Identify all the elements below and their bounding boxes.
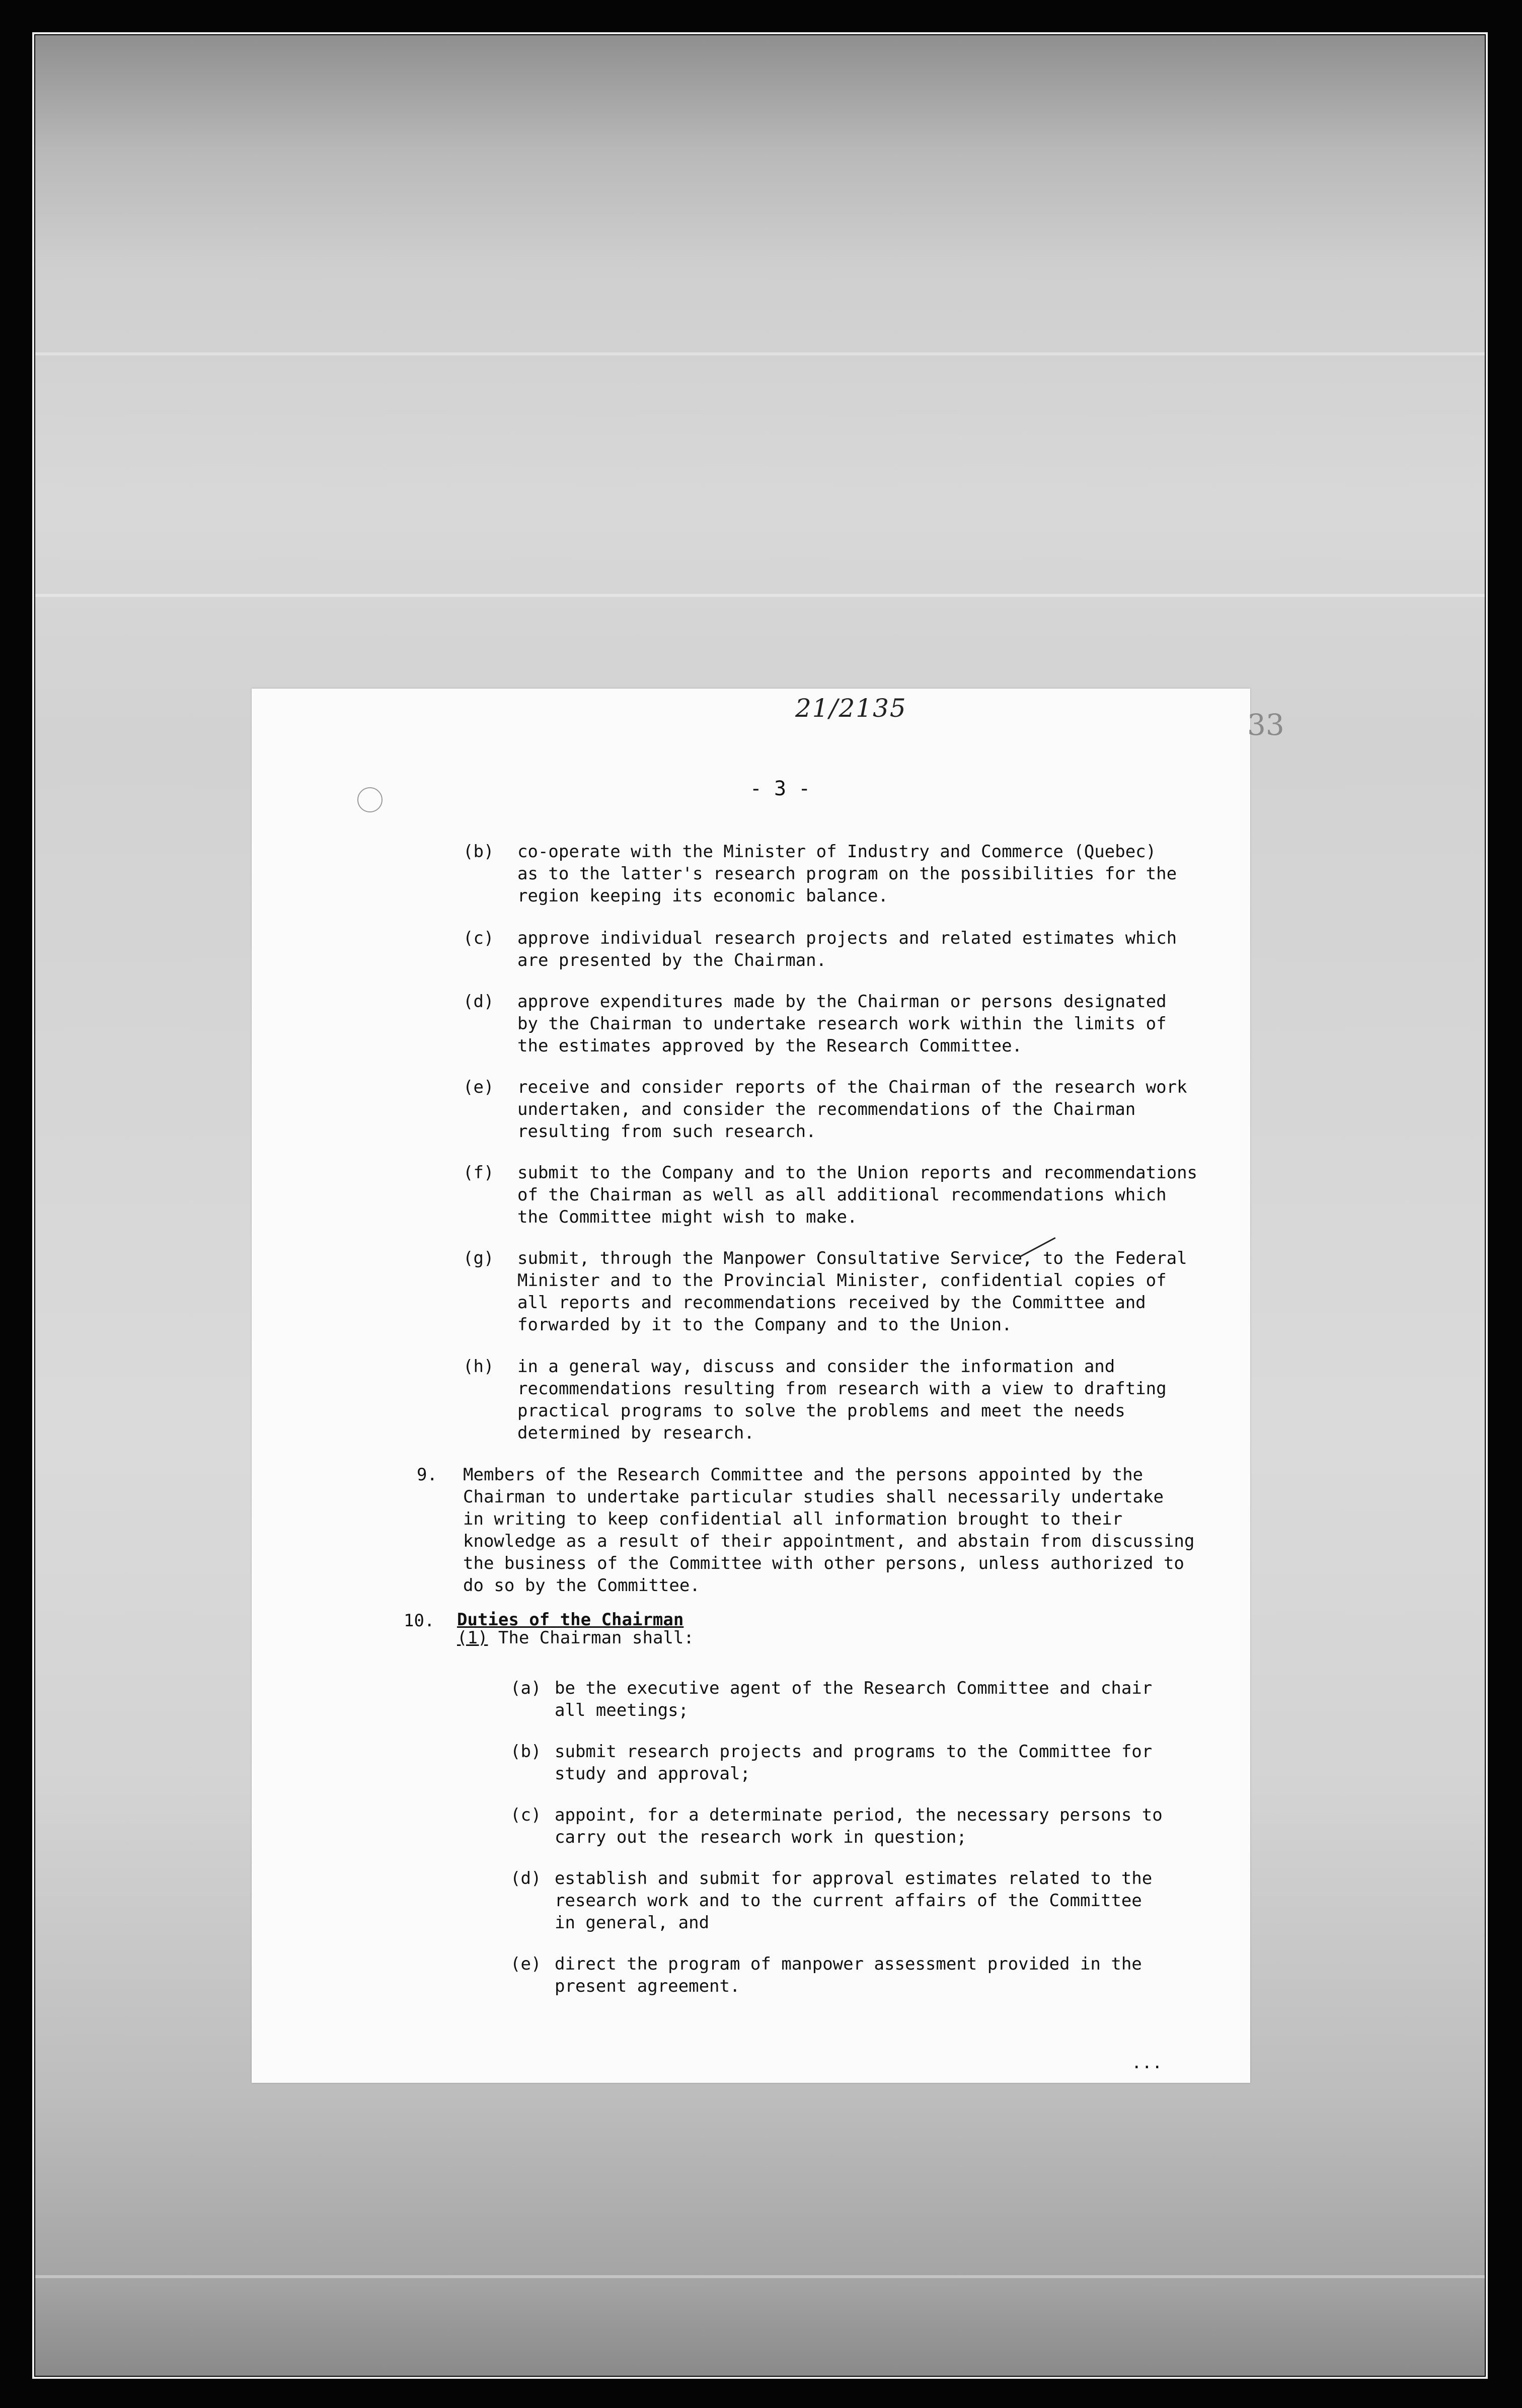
clause-label: (e) bbox=[463, 1077, 494, 1097]
duty-label: (b) bbox=[510, 1742, 542, 1762]
section-heading: Duties of the Chairman bbox=[457, 1610, 684, 1630]
clause-text: submit to the Company and to the Union reports and recommendations of the Chairman as well as all additional recommendations which the Committee might wish to make. bbox=[517, 1163, 1198, 1227]
clause-b bbox=[463, 841, 1177, 929]
handwritten-reference: 21/2135 bbox=[795, 694, 907, 723]
clause-text: approve individual research projects and related estimates which are presented by the Chairman. bbox=[517, 928, 1177, 970]
page-number: - 3 - bbox=[749, 777, 811, 800]
clause-e bbox=[463, 1076, 1187, 1165]
duty-text: appoint, for a determinate period, the necessary persons to carry out the research work in question; bbox=[555, 1805, 1163, 1847]
clause-text: receive and consider reports of the Chairman of the research work undertaken, and consider the recommendations of the Chairman resulting from such research. bbox=[517, 1077, 1187, 1142]
clause-label: (f) bbox=[463, 1163, 494, 1183]
clause-text: approve expenditures made by the Chairman or persons designated by the Chairman to undertake research work within the limits of the estimates approved by the Research Committee. bbox=[517, 992, 1167, 1056]
subsection-text: The Chairman shall: bbox=[488, 1628, 694, 1648]
clause-d bbox=[463, 991, 1167, 1079]
document-page bbox=[252, 689, 1284, 2083]
clause-label: (c) bbox=[463, 928, 494, 948]
page-corner-number: 33 bbox=[1247, 708, 1284, 742]
duty-label: (c) bbox=[510, 1805, 542, 1825]
duty-label: (a) bbox=[510, 1678, 542, 1698]
duty-label: (d) bbox=[510, 1868, 542, 1889]
clause-label: (b) bbox=[463, 842, 494, 862]
section-label: 9. bbox=[417, 1465, 437, 1485]
section-9 bbox=[417, 1464, 1195, 1596]
section-text: Members of the Research Committee and the persons appointed by the Chairman to undertake particular studies shall necessarily undertake in writing to keep confidential all information brought to their knowledge as a result of their appointment, and abstain from discussing the business of the Committee with other persons, unless authorized to do so by the Committee. bbox=[463, 1465, 1195, 1596]
duty-e bbox=[510, 1953, 1142, 2042]
clause-label: (h) bbox=[463, 1357, 494, 1377]
clause-h bbox=[463, 1356, 1167, 1444]
clause-g bbox=[463, 1247, 1187, 1336]
duty-text: establish and submit for approval estimates related to the research work and to the current affairs of the Committee in general, and bbox=[555, 1868, 1153, 1933]
clause-f bbox=[463, 1162, 1198, 1250]
section-10-label: 10. bbox=[404, 1611, 435, 1631]
continuation-marker: ... bbox=[1131, 2053, 1163, 2073]
clause-label: (g) bbox=[463, 1248, 494, 1268]
duty-text: be the executive agent of the Research Committee and chair all meetings; bbox=[555, 1678, 1153, 1720]
subsection-number: (1) bbox=[457, 1628, 488, 1648]
clause-text: co-operate with the Minister of Industry and Commerce (Quebec) as to the latter's research program on the possibilities for the region keeping its economic balance. bbox=[517, 842, 1177, 906]
subsection-intro bbox=[457, 1628, 694, 1648]
clause-text: submit, through the Manpower Consultative Service, to the Federal Minister and to the Provincial Minister, confidential copies of all reports and recommendations received by the Committee and forwarded by it to the Company and to the Union. bbox=[517, 1248, 1187, 1335]
duty-text: direct the program of manpower assessment provided in the present agreement. bbox=[555, 1954, 1142, 1996]
clause-label: (d) bbox=[463, 992, 494, 1012]
clause-text: in a general way, discuss and consider the information and recommendations resulting from research with a view to drafting practical programs to solve the problems and meet the needs determined by research. bbox=[517, 1357, 1167, 1443]
duty-label: (e) bbox=[510, 1954, 542, 1974]
duty-text: submit research projects and programs to the Committee for study and approval; bbox=[555, 1742, 1153, 1784]
duty-d bbox=[510, 1867, 1153, 1956]
